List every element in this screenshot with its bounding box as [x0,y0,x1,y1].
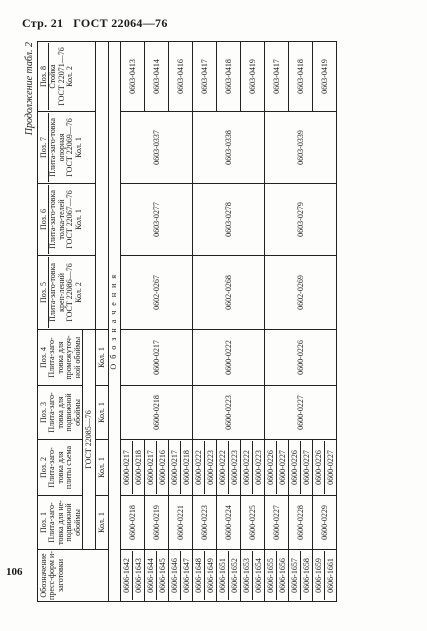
cell: 0600-0224 [216,496,240,550]
header-designation: Обозначение пресс-форм и-заготовки [38,550,109,602]
header-pos3: Поз. 3 Плита-заго-товка для подвижной обоймы [38,386,83,440]
cell: 0600-0227 [264,496,288,550]
cell: 0600-0217 0600-0218 [120,440,144,496]
header-pos5: Поз. 5 Плита-заго-товка креп-лений ГОСТ 22086—76 Кол. 2 [38,256,96,330]
standard-label: ГОСТ 22064—76 [73,16,168,30]
row-label: 0606-1655 0606-1656 [264,550,288,602]
header-pos1: Поз. 1 Плита-заго-товка для не-подвижной обоймы [38,496,83,550]
cell: 0600-0228 [288,496,312,550]
cell: 0603-0279 [264,184,336,256]
cell: 0600-0226 0600-0227 [288,440,312,496]
row-label: 0606-1651 0606-1652 [216,550,240,602]
cell: 0600-0226 0600-0227 [264,440,288,496]
cell: 0600-0225 [240,496,264,550]
gost-2208-span: ГОСТ 22085—76 [82,330,95,550]
qty-col4: Кол. 1 [95,330,108,386]
cell: 0600-0218 [120,386,192,440]
cell: 0603-0278 [192,184,264,256]
qty-col3: Кол. 1 [95,386,108,440]
designations-label: О б о з н а ч е н и я [108,42,120,602]
header-pos2: Поз. 2 Плита-заго-товка для плиты съема [38,440,83,496]
cell: 0603-0418 [216,42,240,112]
cell: 0603-0413 [120,42,144,112]
cell: 0602-0269 [264,256,336,330]
cell: 0603-0417 [264,42,288,112]
cell: 0600-0219 [144,496,168,550]
header-pos6: Поз. 6 Плита-заго-товка толка-телей ГОСТ 22067—76 Кол. 1 [38,184,96,256]
cell: 0600-0223 [192,496,216,550]
cell: 0603-0277 [120,184,192,256]
cell: 0600-0223 [192,386,264,440]
cell: 0600-0221 [168,496,192,550]
cell: 0600-0222 0600-0223 [192,440,216,496]
cell: 0600-0226 [264,330,336,386]
rotated-table-block [24,42,409,602]
cell: 0600-0222 0600-0223 [216,440,240,496]
row-label: 0606-1657 0606-1658 [288,550,312,602]
page-header [22,16,168,31]
cell: 0603-0338 [192,112,264,184]
continuation-label: Продолжение табл. 2 [24,42,35,136]
header-pos4: Поз. 4 Плита-заго-товка для промежуточ-ной обоймы [38,330,83,386]
cell: 0602-0267 [120,256,192,330]
cell: 0600-0217 0600-0216 [144,440,168,496]
cell: 0600-0222 [192,330,264,386]
row-label: 0606-1648 0606-1649 [192,550,216,602]
row-label: 0606-1644 0606-1645 [144,550,168,602]
header-pos8: Поз. 8 Стойка ГОСТ 22071—76 Кол. 2 [38,42,96,112]
qty-col1: Кол. 1 [95,496,108,550]
cell: 0603-0419 [240,42,264,112]
cell: 0602-0268 [192,256,264,330]
cell: 0603-0337 [120,112,192,184]
cell: 0603-0416 [168,42,192,112]
row-label: 0606-1653 0606-1654 [240,550,264,602]
page-number: 106 [6,566,23,578]
cell: 0600-0217 0600-0218 [168,440,192,496]
cell: 0600-0217 [120,330,192,386]
row-label: 0606-1659 0606-1661 [312,550,336,602]
row-label: 0606-1642 0606-1643 [120,550,144,602]
cell: 0603-0417 [192,42,216,112]
cell: 0603-0418 [288,42,312,112]
cell: 0600-0222 0600-0223 [240,440,264,496]
row-label: 0606-1646 0606-1647 [168,550,192,602]
parts-table [37,41,337,602]
cell: 0600-0227 [264,386,336,440]
cell: 0603-0419 [312,42,336,112]
cell: 0600-0229 [312,496,336,550]
cell: 0603-0414 [144,42,168,112]
cell: 0600-0218 [120,496,144,550]
header-pos7: Поз. 7 Плита-заго-товка опорная ГОСТ 22069—76 Кол. 1 [38,112,96,184]
qty-col2: Кол. 1 [95,440,108,496]
cell: 0603-0339 [264,112,336,184]
page-label: Стр. 21 [22,16,64,30]
cell: 0600-0226 0600-0227 [312,440,336,496]
